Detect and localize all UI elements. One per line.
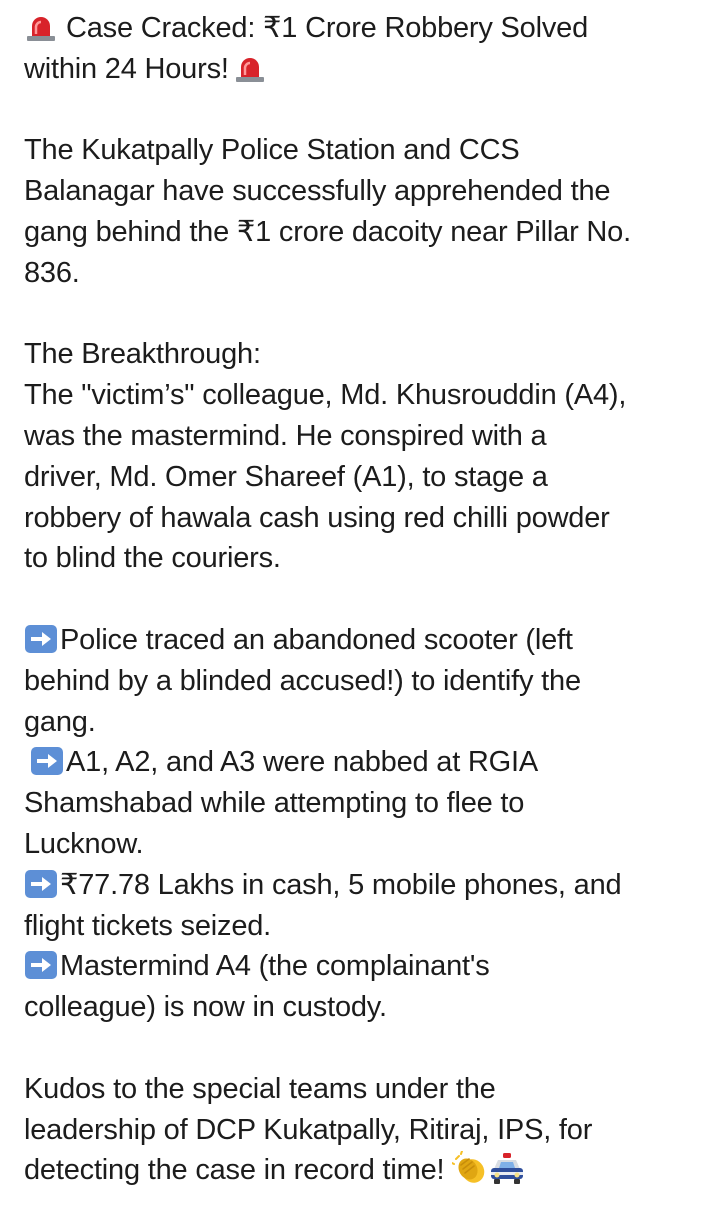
closing-line: leadership of DCP Kukatpally, Ritiraj, IPS, for bbox=[24, 1113, 593, 1146]
breakthrough-heading: The Breakthrough: bbox=[24, 338, 261, 371]
bullet-line: flight tickets seized. bbox=[24, 909, 272, 942]
right-arrow-icon bbox=[24, 869, 58, 899]
police-siren-icon bbox=[233, 53, 267, 83]
intro-line: 836. bbox=[24, 256, 80, 289]
intro-line: The Kukatpally Police Station and CCS bbox=[24, 134, 520, 167]
intro-line: Balanagar have successfully apprehended the bbox=[24, 175, 611, 208]
bullet-line: colleague) is now in custody. bbox=[24, 991, 387, 1024]
headline-line-2: within 24 Hours! bbox=[24, 49, 704, 90]
right-arrow-icon bbox=[24, 624, 58, 654]
intro-paragraph bbox=[24, 130, 704, 293]
bullet-line: ₹77.78 Lakhs in cash, 5 mobile phones, and bbox=[60, 868, 622, 901]
closing-line: Kudos to the special teams under the bbox=[24, 1072, 496, 1105]
bullet-line: gang. bbox=[24, 705, 96, 738]
message-body bbox=[24, 8, 704, 1191]
breakthrough-line: was the mastermind. He conspired with a bbox=[24, 419, 547, 452]
closing-line: detecting the case in record time! bbox=[24, 1154, 445, 1187]
bullet-item bbox=[24, 742, 704, 864]
breakthrough-line: to blind the couriers. bbox=[24, 542, 281, 575]
bullet-line: behind by a blinded accused!) to identify the bbox=[24, 664, 581, 697]
headline-line-1: Case Cracked: ₹1 Crore Robbery Solved bbox=[24, 8, 704, 49]
right-arrow-icon bbox=[24, 950, 58, 980]
breakthrough-line: The "victim’s" colleague, Md. Khusrouddin (A4), bbox=[24, 379, 627, 412]
bullet-line: Lucknow. bbox=[24, 827, 144, 860]
police-siren-icon bbox=[24, 12, 58, 42]
breakthrough-paragraph bbox=[24, 334, 704, 579]
intro-line: gang behind the ₹1 crore dacoity near Pillar No. bbox=[24, 215, 631, 248]
bullet-line: Mastermind A4 (the complainant's bbox=[60, 950, 490, 983]
bullet-list bbox=[24, 620, 704, 1028]
clapping-hands-icon bbox=[452, 1151, 488, 1185]
breakthrough-line: driver, Md. Omer Shareef (A1), to stage a bbox=[24, 460, 548, 493]
bullet-item bbox=[24, 620, 704, 742]
closing-last-line bbox=[24, 1150, 704, 1191]
bullet-line: Police traced an abandoned scooter (left bbox=[60, 623, 573, 656]
closing-paragraph bbox=[24, 1069, 704, 1191]
right-arrow-icon bbox=[30, 746, 64, 776]
bullet-line: Shamshabad while attempting to flee to bbox=[24, 787, 525, 820]
breakthrough-line: robbery of hawala cash using red chilli powder bbox=[24, 501, 610, 534]
police-car-icon bbox=[488, 1151, 526, 1185]
headline bbox=[24, 8, 704, 90]
bullet-item bbox=[24, 946, 704, 1028]
bullet-line: A1, A2, and A3 were nabbed at RGIA bbox=[66, 746, 539, 779]
bullet-item bbox=[24, 865, 704, 947]
